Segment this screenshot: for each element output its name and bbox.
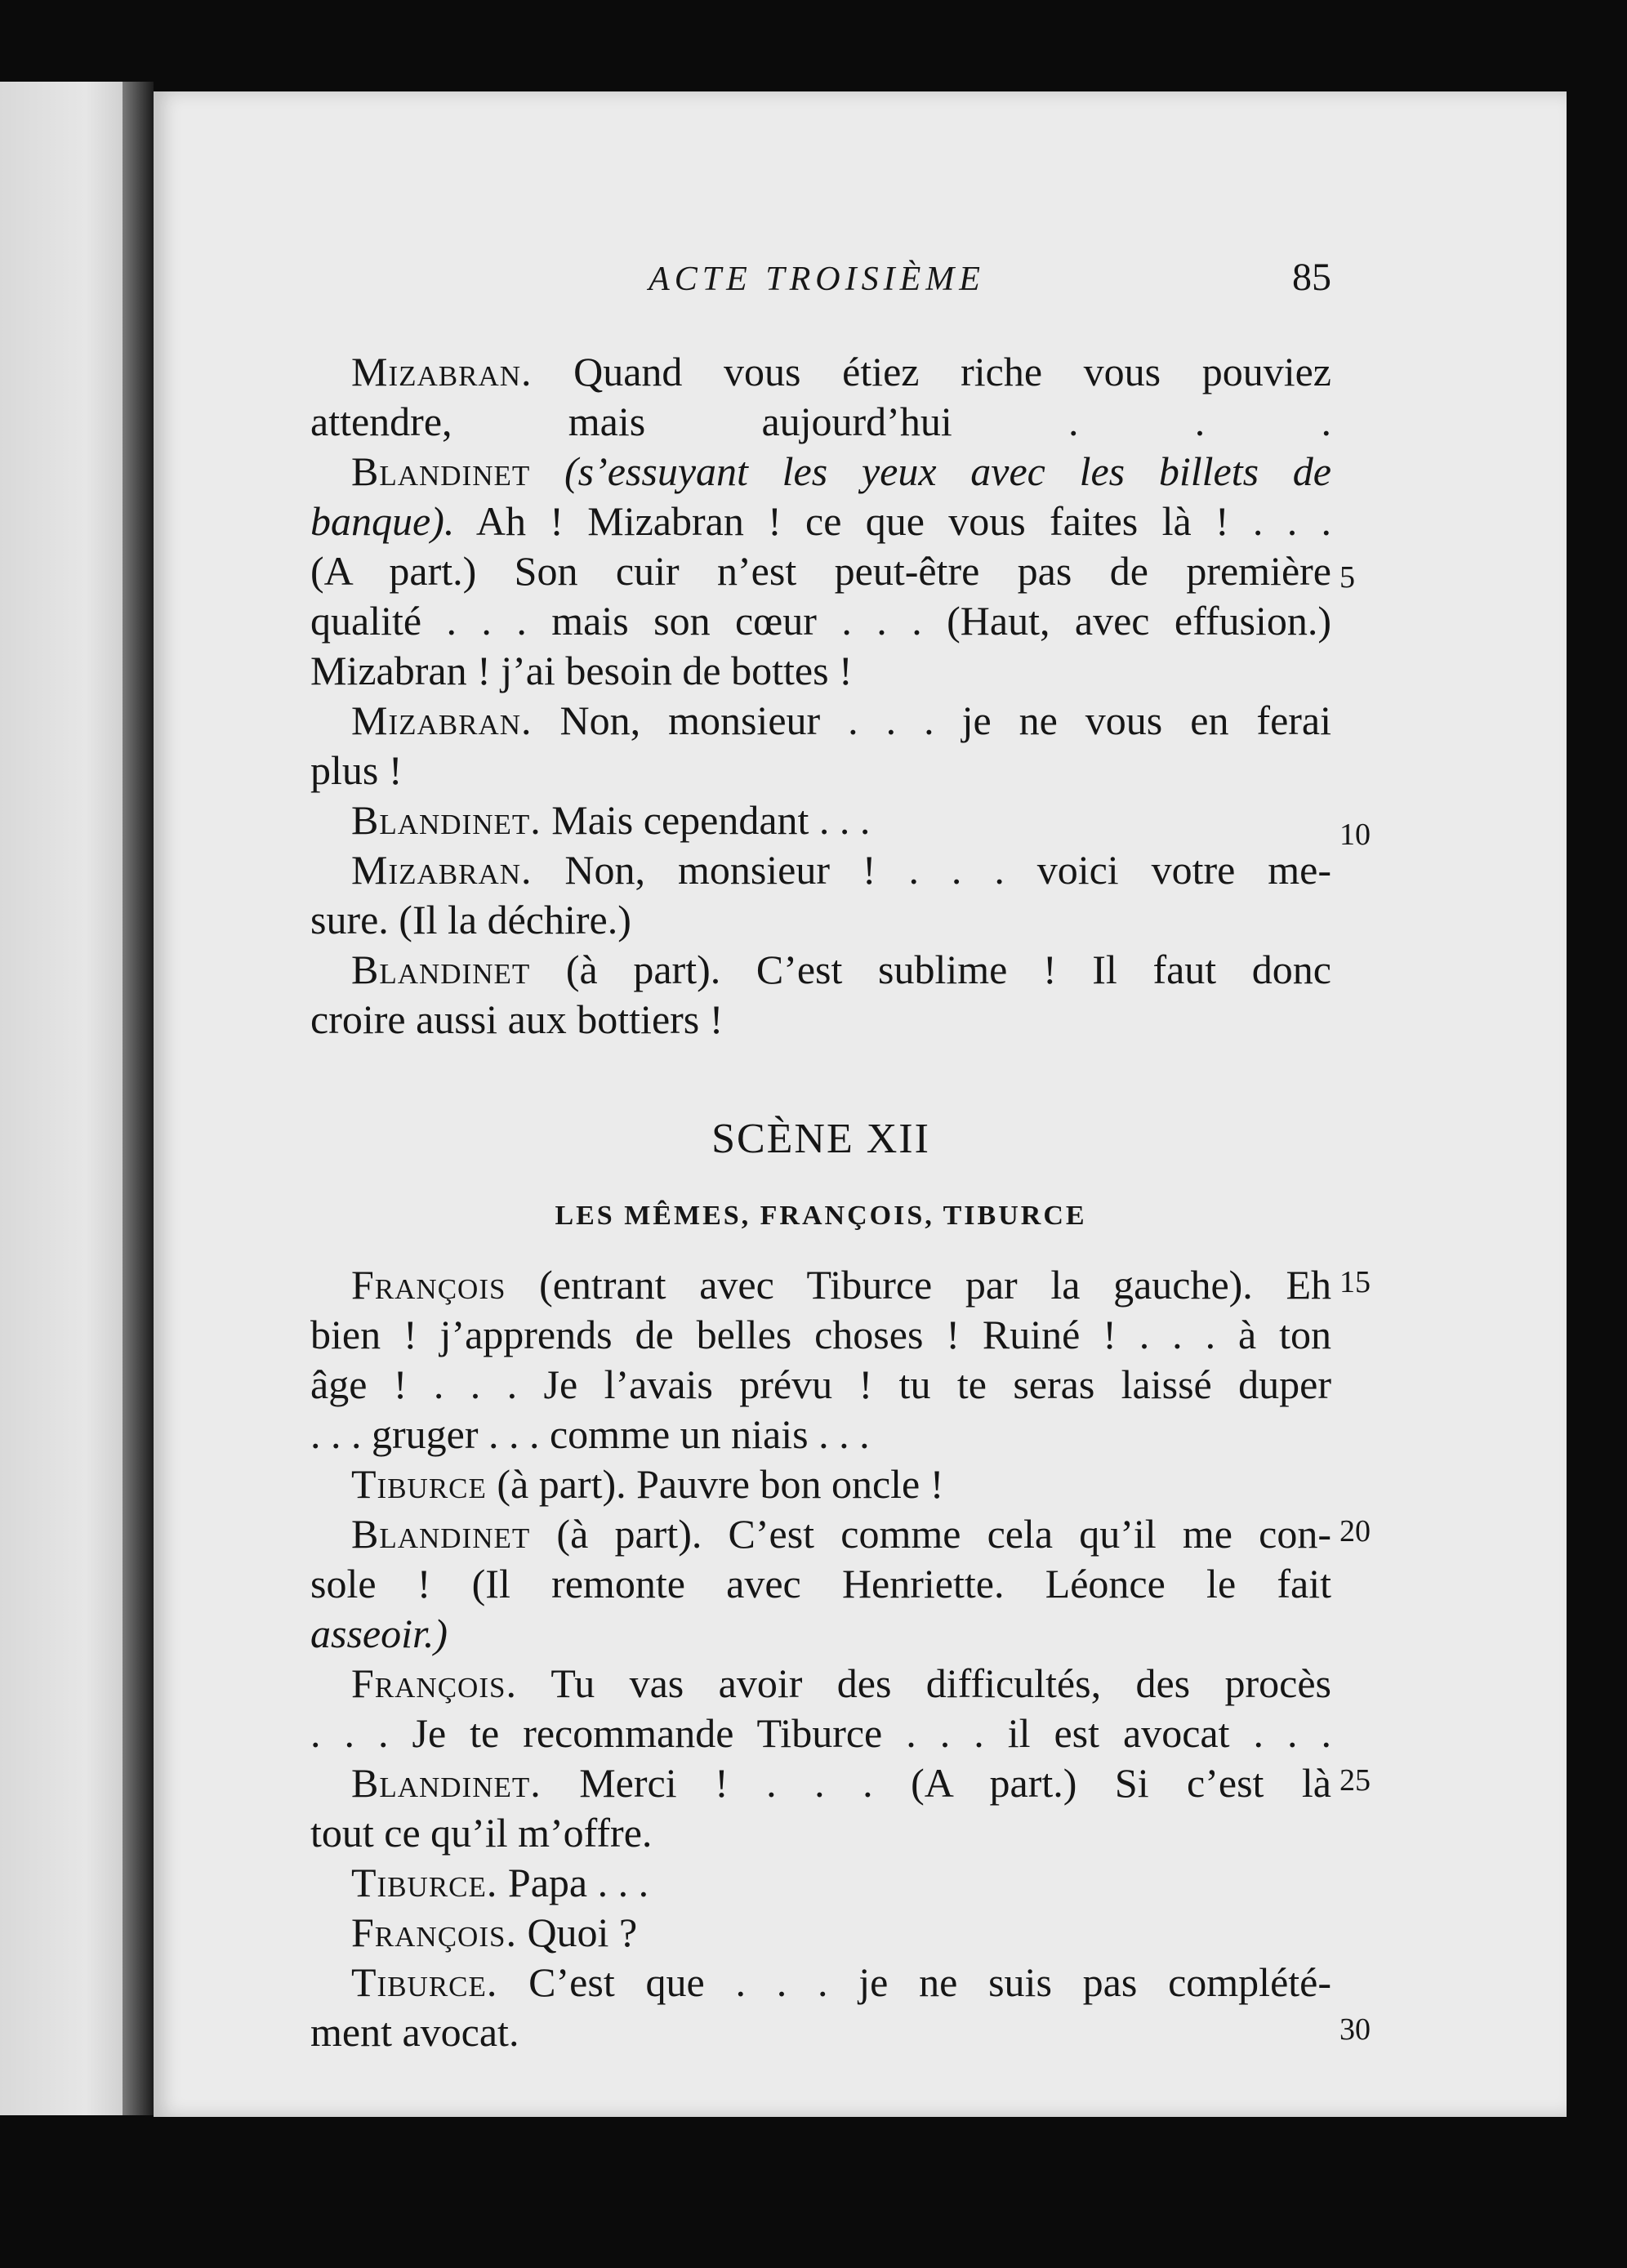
text-line: asseoir.) bbox=[310, 1611, 448, 1656]
text-line: Blandinet. Merci ! . . . (A part.) Si c’est là bbox=[351, 1760, 1331, 1806]
scene-characters: LES MÊMES, FRANÇOIS, TIBURCE bbox=[555, 1201, 1087, 1231]
speaker-name: Mizabran. bbox=[351, 349, 533, 394]
speaker-name: Mizabran. bbox=[351, 847, 533, 893]
speaker-name: Tiburce. bbox=[351, 1959, 498, 2005]
speaker-name: Blandinet. bbox=[351, 797, 542, 843]
text-line: attendre, mais aujourd’hui . . . bbox=[310, 399, 1331, 444]
speaker-name: Blandinet bbox=[351, 1511, 531, 1557]
speaker-name: Blandinet bbox=[351, 448, 531, 494]
text-line: Blandinet (s’essuyant les yeux avec les billets de bbox=[351, 448, 1331, 494]
text-line: Tiburce (à part). Pauvre bon oncle ! bbox=[351, 1461, 944, 1507]
text-line: . . . gruger . . . comme un niais . . . bbox=[310, 1411, 870, 1457]
text-line: Mizabran. Non, monsieur . . . je ne vous en ferai bbox=[351, 697, 1331, 743]
line-number: 15 bbox=[1339, 1265, 1371, 1299]
line-number: 5 bbox=[1339, 560, 1355, 595]
text-line: ment avocat. bbox=[310, 2009, 519, 2055]
dialogue-block-1 bbox=[310, 347, 1331, 1045]
text-line: Tiburce. Papa . . . bbox=[351, 1860, 649, 1905]
text-line: Blandinet (à part). C’est comme cela qu’il me con- bbox=[351, 1511, 1331, 1557]
text-line: âge ! . . . Je l’avais prévu ! tu te seras laissé duper bbox=[310, 1361, 1331, 1407]
text-line: banque). Ah ! Mizabran ! ce que vous faites là ! . . . bbox=[310, 498, 1331, 544]
text-line: Mizabran ! j’ai besoin de bottes ! bbox=[310, 648, 853, 693]
line-number: 20 bbox=[1339, 1514, 1371, 1548]
speaker-name: Tiburce. bbox=[351, 1860, 498, 1905]
text-line: tout ce qu’il m’offre. bbox=[310, 1810, 653, 1856]
speaker-name: Blandinet bbox=[351, 947, 531, 992]
speaker-name: François. bbox=[351, 1660, 517, 1706]
text-line: Blandinet (à part). C’est sublime ! Il faut donc bbox=[351, 947, 1331, 992]
text-line: Mizabran. Non, monsieur ! . . . voici votre me- bbox=[351, 847, 1331, 893]
text-line: plus ! bbox=[310, 747, 403, 793]
scene-title: SCÈNE XII bbox=[711, 1116, 930, 1162]
running-title: ACTE TROISIÈME bbox=[649, 261, 985, 298]
dialogue-block-2 bbox=[310, 1260, 1331, 2057]
text-line: sole ! (Il remonte avec Henriette. Léonce le fait bbox=[310, 1561, 1331, 1606]
text-line: (A part.) Son cuir n’est peut-être pas de première bbox=[310, 548, 1331, 594]
text-line: François (entrant avec Tiburce par la gauche). Eh bbox=[351, 1262, 1331, 1308]
speaker-name: François. bbox=[351, 1909, 517, 1955]
text-line: . . . Je te recommande Tiburce . . . il est avocat . . . bbox=[310, 1710, 1331, 1756]
page-number: 85 bbox=[1292, 256, 1331, 299]
line-number: 25 bbox=[1339, 1763, 1371, 1798]
page-right-border bbox=[1567, 131, 1627, 2083]
text-line: bien ! j’apprends de belles choses ! Ruiné ! . . . à ton bbox=[310, 1312, 1331, 1357]
left-page-edge bbox=[0, 82, 143, 2115]
text-line: croire aussi aux bottiers ! bbox=[310, 996, 724, 1042]
text-line: sure. (Il la déchire.) bbox=[310, 897, 631, 942]
line-number: 10 bbox=[1339, 818, 1371, 852]
speaker-name: Tiburce bbox=[351, 1461, 487, 1507]
text-line: Mizabran. Quand vous étiez riche vous pouviez bbox=[351, 349, 1331, 394]
text-line: qualité . . . mais son cœur . . . (Haut, avec effusion.) bbox=[310, 598, 1331, 644]
text-line: Blandinet. Mais cependant . . . bbox=[351, 797, 871, 843]
speaker-name: Blandinet. bbox=[351, 1760, 542, 1806]
text-line: Tiburce. C’est que . . . je ne suis pas complété- bbox=[351, 1959, 1331, 2005]
text-line: François. Tu vas avoir des difficultés, des procès bbox=[351, 1660, 1331, 1706]
book-gutter bbox=[123, 82, 154, 2115]
line-number: 30 bbox=[1339, 2012, 1371, 2047]
page-header bbox=[0, 256, 1627, 309]
speaker-name: François bbox=[351, 1262, 506, 1308]
text-line: François. Quoi ? bbox=[351, 1909, 638, 1955]
speaker-name: Mizabran. bbox=[351, 697, 533, 743]
